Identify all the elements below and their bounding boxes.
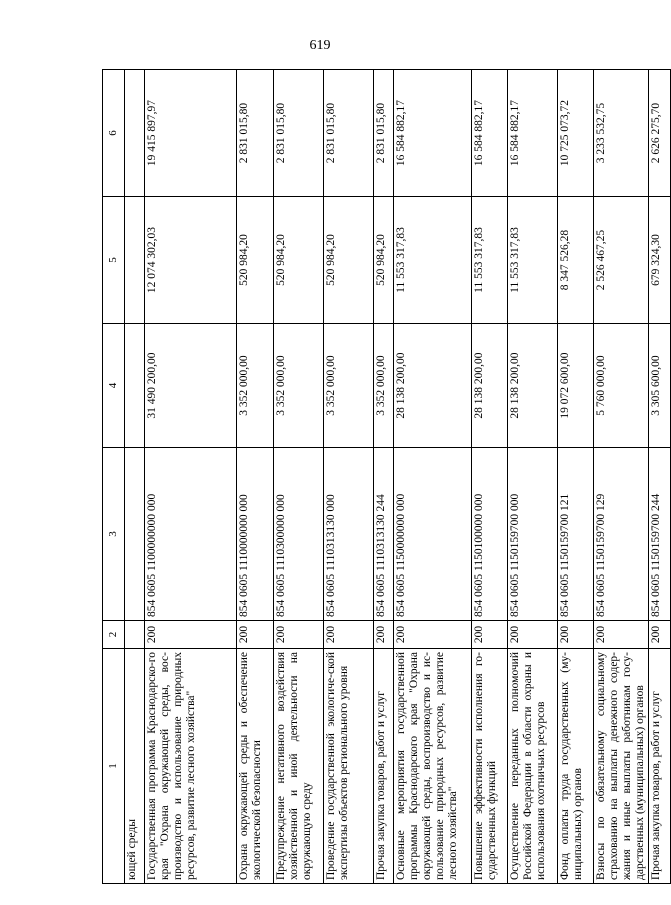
row-value-col5: 520 984,20 (324, 197, 374, 324)
row-value-col4: 3 352 000,00 (237, 324, 274, 448)
budget-table (102, 69, 671, 884)
table-row (145, 70, 237, 884)
header-row (103, 70, 125, 884)
row-name: Фонд оплаты труда государственных (му-ниципальных) органов (558, 649, 594, 884)
continuation-row (125, 70, 145, 884)
row-kbk: 854 0605 1150000000 000 (394, 448, 472, 621)
table-row (508, 70, 558, 884)
table-row (374, 70, 394, 884)
table-row (558, 70, 594, 884)
row-value-col4: 28 138 200,00 (508, 324, 558, 448)
row-value-col5: 8 347 526,28 (558, 197, 594, 324)
row-kbk: 854 0605 1150100000 000 (472, 448, 508, 621)
row-kbk: 854 0605 1150159700 121 (558, 448, 594, 621)
row-kbk: 854 0605 1110313130 000 (324, 448, 374, 621)
row-value-col6: 19 415 897,97 (145, 70, 237, 197)
row-code: 200 (274, 621, 324, 649)
header-col-2: 2 (103, 621, 125, 649)
header-col-5: 5 (103, 197, 125, 324)
table-row (594, 70, 649, 884)
row-name: Проведение государственной экологиче-ской экспертизы объектов регионального уровня (324, 649, 374, 884)
row-value-col5: 11 553 317,83 (508, 197, 558, 324)
row-code: 200 (508, 621, 558, 649)
row-name: Повышение эффективности исполнения го-сударственных функций (472, 649, 508, 884)
header-col-3: 3 (103, 448, 125, 621)
row-value-col5: 520 984,20 (274, 197, 324, 324)
row-code: 200 (648, 621, 670, 649)
table-row (648, 70, 670, 884)
row-value-col6: 16 584 882,17 (508, 70, 558, 197)
row-value-col4: 3 352 000,00 (274, 324, 324, 448)
row-name: Прочая закупка товаров, работ и услуг (374, 649, 394, 884)
row-value-col6: 3 233 532,75 (594, 70, 649, 197)
row-value-col5: 520 984,20 (374, 197, 394, 324)
header-col-1: 1 (103, 649, 125, 884)
row-value-col5: 679 324,30 (648, 197, 670, 324)
row-value-col5: 520 984,20 (237, 197, 274, 324)
row-code: 200 (145, 621, 237, 649)
row-value-col6: 2 831 015,80 (374, 70, 394, 197)
row-kbk: 854 0605 1110313130 244 (374, 448, 394, 621)
row-code: 200 (558, 621, 594, 649)
table-row (472, 70, 508, 884)
row-value-col6: 2 831 015,80 (324, 70, 374, 197)
row-value-col6: 2 831 015,80 (274, 70, 324, 197)
row-name: Прочая закупка товаров, работ и услуг (648, 649, 670, 884)
row-name: Взносы по обязательному социальному страхованию на выплаты денежного содер-жания и иные выплаты работникам госу-дарственных (муниципальных) органов (594, 649, 649, 884)
row-code: 200 (394, 621, 472, 649)
row-value-col6: 16 584 882,17 (472, 70, 508, 197)
row-value-col4: 3 352 000,00 (324, 324, 374, 448)
row-code: 200 (324, 621, 374, 649)
table-row (324, 70, 374, 884)
page-number: 619 (309, 38, 331, 53)
row-kbk: 854 0605 1150159700 244 (648, 448, 670, 621)
row-kbk: 854 0605 1150159700 129 (594, 448, 649, 621)
row-value-col4: 28 138 200,00 (394, 324, 472, 448)
row-code: 200 (374, 621, 394, 649)
row-value-col6: 16 584 882,17 (394, 70, 472, 197)
row-value-col4: 5 760 000,00 (594, 324, 649, 448)
row-name: Государственная программа Краснодарско-го края "Охрана окружающей среды, вос-производство и использование природных ресурсов, развитие лесного хозяйства" (145, 649, 237, 884)
row-value-col6: 2 626 275,70 (648, 70, 670, 197)
row-value-col5: 12 074 302,03 (145, 197, 237, 324)
row-name: Основные мероприятия государственной программы Краснодарского края "Охрана окружающей среды, воспроизводство и ис-пользование природных ресурсов, развитие лесного хозяйства" (394, 649, 472, 884)
header-col-4: 4 (103, 324, 125, 448)
row-value-col5: 11 553 317,83 (472, 197, 508, 324)
row-value-col6: 10 725 073,72 (558, 70, 594, 197)
row-code: 200 (472, 621, 508, 649)
row-name: Охрана окружающей среды и обеспечение экологической безопасности (237, 649, 274, 884)
row-value-col5: 11 553 317,83 (394, 197, 472, 324)
rotated-table-container (102, 70, 662, 884)
row-kbk: 854 0605 1100000000 000 (145, 448, 237, 621)
header-col-6: 6 (103, 70, 125, 197)
row-value-col4: 3 352 000,00 (374, 324, 394, 448)
row-kbk: 854 0605 1110300000 000 (274, 448, 324, 621)
row-value-col4: 3 305 600,00 (648, 324, 670, 448)
row-name: Осуществление переданных полномочий Российской Федерации в области охраны и использования охотничьих ресурсов (508, 649, 558, 884)
row-name: Предупреждение негативного воздействия хозяйственной и иной деятельности на окружающую среду (274, 649, 324, 884)
row-value-col4: 28 138 200,00 (472, 324, 508, 448)
table-row (274, 70, 324, 884)
row-value-col4: 19 072 600,00 (558, 324, 594, 448)
row-code: 200 (237, 621, 274, 649)
row-kbk: 854 0605 1150159700 000 (508, 448, 558, 621)
row-value-col4: 31 490 200,00 (145, 324, 237, 448)
continuation-text: ющей среды (125, 649, 145, 884)
row-code: 200 (594, 621, 649, 649)
row-value-col6: 2 831 015,80 (237, 70, 274, 197)
row-kbk: 854 0605 1110000000 000 (237, 448, 274, 621)
row-value-col5: 2 526 467,25 (594, 197, 649, 324)
table-row (394, 70, 472, 884)
table-row (237, 70, 274, 884)
